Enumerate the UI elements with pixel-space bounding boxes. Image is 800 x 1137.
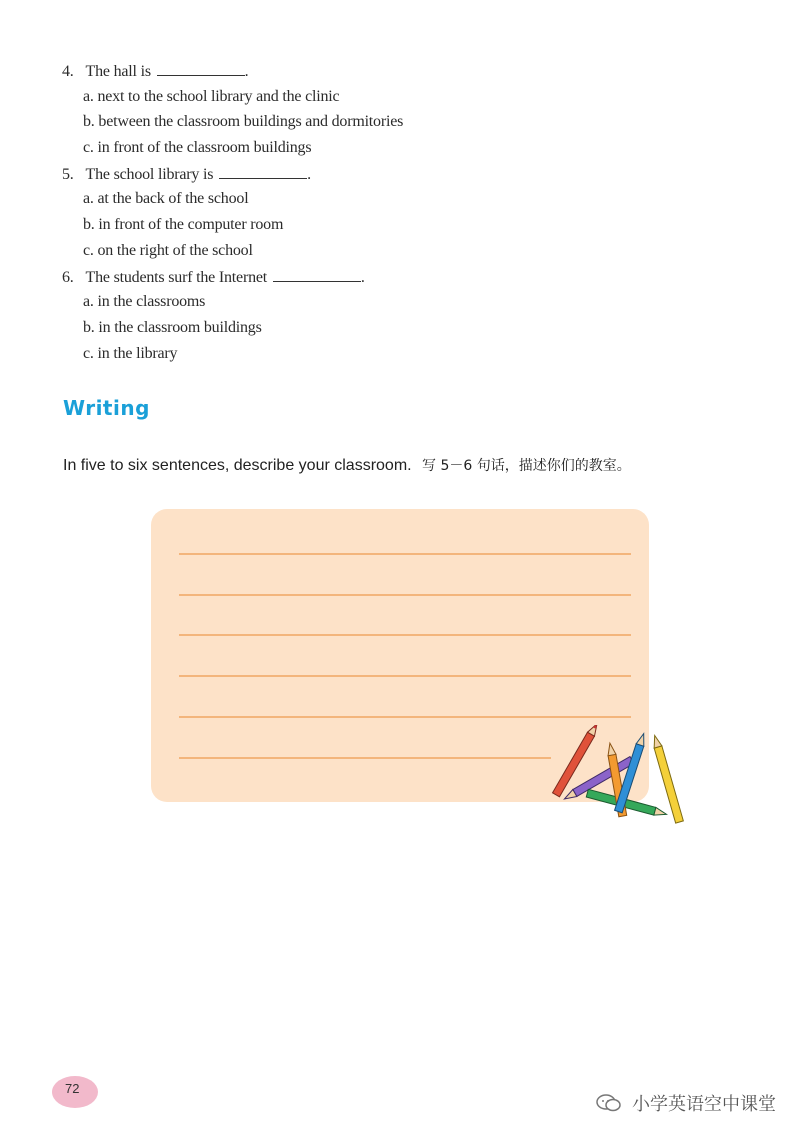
writing-line bbox=[179, 594, 631, 596]
question-number: 6. bbox=[62, 269, 74, 286]
option-4a[interactable]: a. next to the school library and the clinic bbox=[83, 88, 340, 105]
option-4c[interactable]: c. in front of the classroom buildings bbox=[83, 139, 312, 156]
option-6a[interactable]: a. in the classrooms bbox=[83, 293, 206, 310]
writing-line bbox=[179, 553, 631, 555]
writing-line bbox=[179, 757, 551, 759]
question-stem: The school library is bbox=[85, 166, 214, 183]
question-end: . bbox=[360, 269, 365, 286]
instruction-cn: 写 5－6 句话，描述你们的教室。 bbox=[422, 458, 631, 474]
option-5c[interactable]: c. on the right of the school bbox=[83, 242, 253, 259]
question-4 bbox=[62, 61, 248, 82]
question-end: . bbox=[244, 63, 249, 80]
answer-blank[interactable] bbox=[219, 164, 307, 179]
writing-line bbox=[179, 634, 631, 636]
pencils-illustration bbox=[546, 725, 686, 835]
instruction-en: In five to six sentences, describe your classroom. bbox=[63, 457, 412, 474]
option-6b[interactable]: b. in the classroom buildings bbox=[83, 319, 262, 336]
page-number-badge bbox=[52, 1076, 98, 1108]
question-stem: The hall is bbox=[85, 63, 151, 80]
question-6 bbox=[62, 267, 365, 288]
answer-blank[interactable] bbox=[157, 61, 245, 76]
watermark-text: 小学英语空中课堂 bbox=[632, 1094, 776, 1115]
option-5a[interactable]: a. at the back of the school bbox=[83, 190, 249, 207]
writing-line bbox=[179, 716, 631, 718]
question-number: 4. bbox=[62, 63, 74, 80]
question-stem: The students surf the Internet bbox=[85, 269, 268, 286]
writing-heading: Writing bbox=[63, 396, 150, 420]
question-number: 5. bbox=[62, 166, 74, 183]
option-4b[interactable]: b. between the classroom buildings and dormitories bbox=[83, 113, 404, 130]
page-number: 72 bbox=[65, 1081, 80, 1096]
writing-line bbox=[179, 675, 631, 677]
wechat-icon bbox=[596, 1093, 622, 1118]
answer-blank[interactable] bbox=[273, 267, 361, 282]
question-5 bbox=[62, 164, 311, 185]
watermark bbox=[596, 1090, 776, 1118]
option-5b[interactable]: b. in front of the computer room bbox=[83, 216, 284, 233]
option-6c[interactable]: c. in the library bbox=[83, 345, 178, 362]
question-end: . bbox=[307, 166, 311, 183]
writing-instruction bbox=[63, 455, 631, 475]
